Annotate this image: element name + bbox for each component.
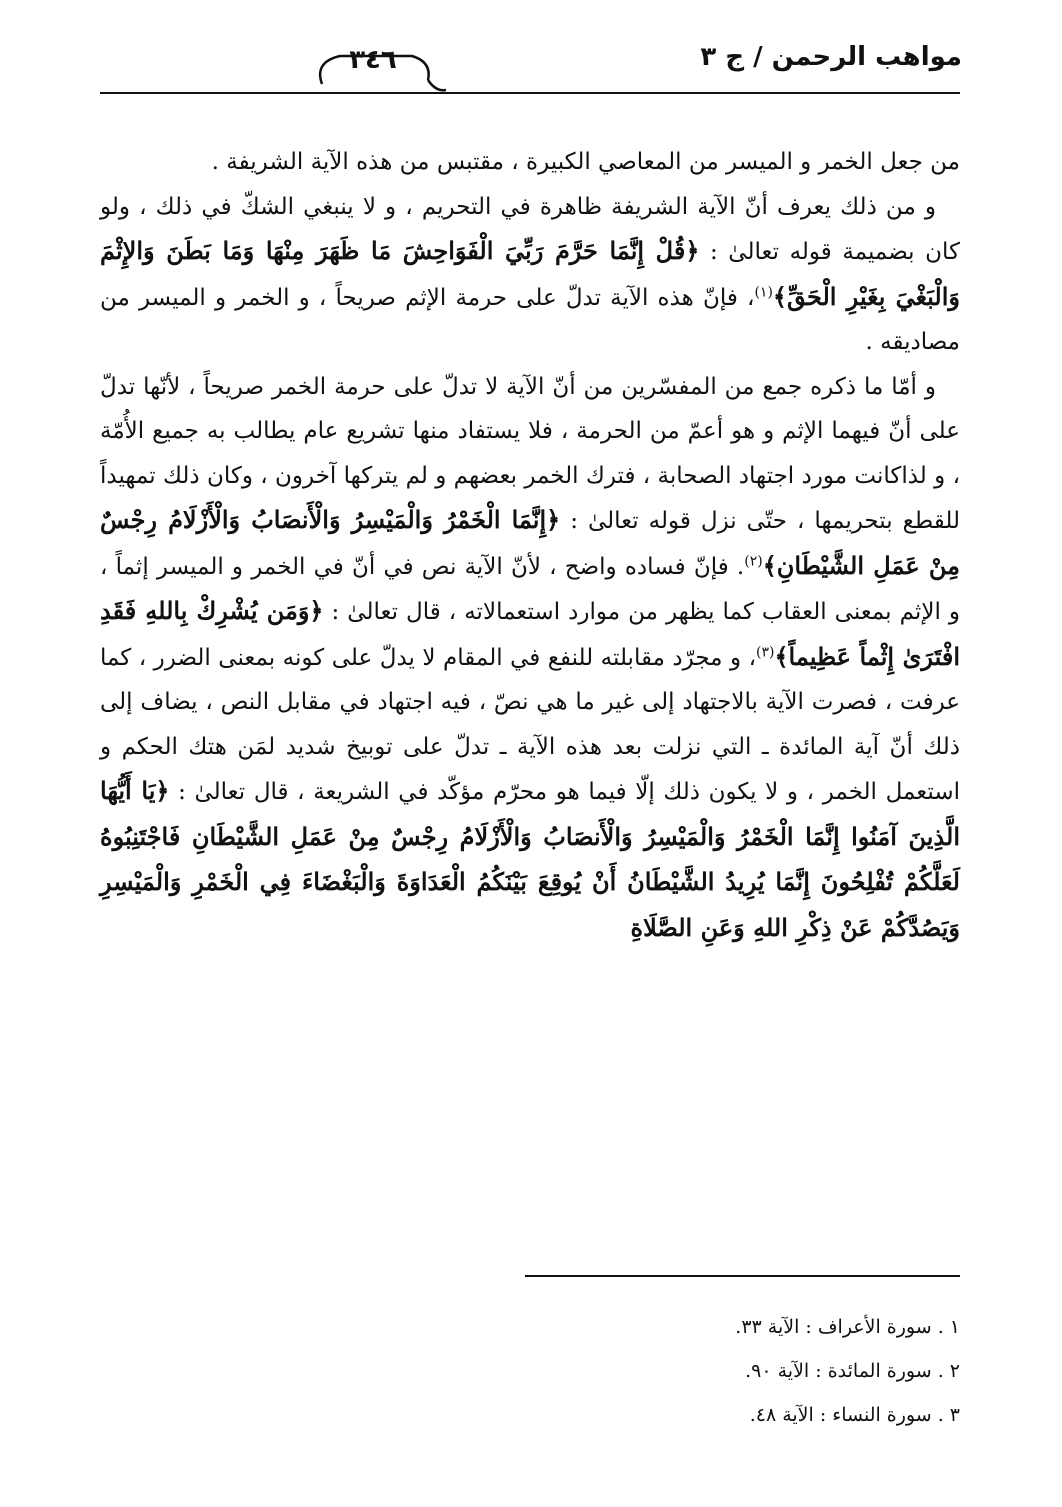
paragraph-3-text-c: ، و مجرّد مقابلته للنفع في المقام لا يدلّ على كونه بمعنى الضرر ، كما عرفت ، فصرت الآية بالاجتهاد إلى غير ما هي نصّ ، فيه اجتهاد في مقابل النص ، يضاف إلى ذلك أنّ آية المائدة ـ التي نزلت بعد هذه الآية ـ تدلّ على توبيخ شديد لمَن هتك الحكم و استعمل الخمر ، و لا يكون ذلك إلّا فيما هو محرّم مؤكّد في الشريعة ، قال تعالىٰ :	[100, 644, 960, 805]
quran-verse-1: ﴿قُلْ إِنَّمَا حَرَّمَ رَبِّيَ الْفَوَاحِشَ مَا ظَهَرَ مِنْهَا وَمَا بَطَنَ وَالإِثْمَ وَالْبَغْيَ بِغَيْرِ الْحَقِّ﴾	[100, 236, 960, 311]
header-rule	[100, 92, 960, 94]
footnote-1: ١ . سورة الأعراف : الآية ٣٣.	[735, 1316, 960, 1338]
paragraph-1-text: من جعل الخمر و الميسر من المعاصي الكبيرة ، مقتبس من هذه الآية الشريفة .	[211, 149, 960, 175]
footnote-2: ٢ . سورة المائدة : الآية ٩٠.	[745, 1360, 960, 1382]
paragraph-3-text-a: و أمّا ما ذكره جمع من المفسّرين من أنّ الآية لا تدلّ على حرمة الخمر صريحاً ، لأنّها تدلّ على أنّ فيهما الإثم و هو أعمّ من الحرمة ، فلا يستفاد منها تشريع عام يطالب به جميع الأُمّة ، و لذاكانت مورد اجتهاد الصحابة ، فترك الخمر بعضهم و لم يتركها آخرون ، وكان ذلك تمهيداً للقطع بتحريمها ، حتّى نزل قوله تعالىٰ :	[100, 373, 960, 534]
paragraph-2-text-a: و من ذلك يعرف أنّ الآية الشريفة ظاهرة في التحريم ، و لا ينبغي الشكّ في ذلك ، ولو كان بضميمة قوله تعالىٰ :	[100, 193, 961, 265]
paragraph-3	[100, 365, 960, 952]
paragraph-3-text-b: . فإنّ فساده واضح ، لأنّ الآية نص في أنّ في الخمر و الميسر إثماً ، و الإثم بمعنى العقاب كما يظهر من موارد استعمالاته ، قال تعالىٰ :	[100, 553, 960, 625]
paragraph-2-text-b: ، فإنّ هذه الآية تدلّ على حرمة الإثم صريحاً ، و الخمر و الميسر من مصاديقه .	[100, 284, 960, 355]
running-head-title: مواهب الرحمن / ج ٣	[700, 42, 962, 72]
footnote-ref-3: (٣)	[756, 643, 775, 660]
quran-verse-2: ﴿إِنَّمَا الْخَمْرُ وَالْمَيْسِرُ وَالْأَنصَابُ وَالْأَزْلَامُ رِجْسٌ مِنْ عَمَلِ الشَّيْطَانِ﴾	[100, 505, 960, 580]
footnotes	[540, 1305, 960, 1437]
paragraph-1	[100, 140, 960, 185]
paragraph-2	[100, 185, 960, 365]
quran-verse-3: ﴿وَمَن يُشْرِكْ بِاللهِ فَقَدِ افْتَرَىٰ إِثْماً عَظِيماً﴾	[100, 596, 960, 671]
footnote-3: ٣ . سورة النساء : الآية ٤٨.	[749, 1404, 960, 1426]
main-text	[100, 140, 960, 951]
page-header	[0, 0, 1062, 110]
quran-verse-4: ﴿يَا أَيُّهَا الَّذِينَ آمَنُوا إِنَّمَا الْخَمْرُ وَالْمَيْسِرُ وَالْأَنصَابُ وَالْأَزْلَامُ رِجْسٌ مِنْ عَمَلِ الشَّيْطَانِ فَاجْتَنِبُوهُ لَعَلَّكُمْ تُفْلِحُونَ إِنَّمَا يُرِيدُ الشَّيْطَانُ أَنْ يُوقِعَ بَيْنَكُمُ الْعَدَاوَةَ وَالْبَغْضَاءَ فِي الْخَمْرِ وَالْمَيْسِرِ وَيَصُدَّكُمْ عَنْ ذِكْرِ اللهِ وَعَنِ الصَّلَاةِ	[100, 776, 960, 942]
footnote-separator	[525, 1275, 960, 1277]
page-number: ٣٤٦	[349, 45, 397, 75]
footnote-ref-2: (٢)	[744, 552, 763, 569]
footnote-ref-1: (١)	[754, 283, 773, 300]
